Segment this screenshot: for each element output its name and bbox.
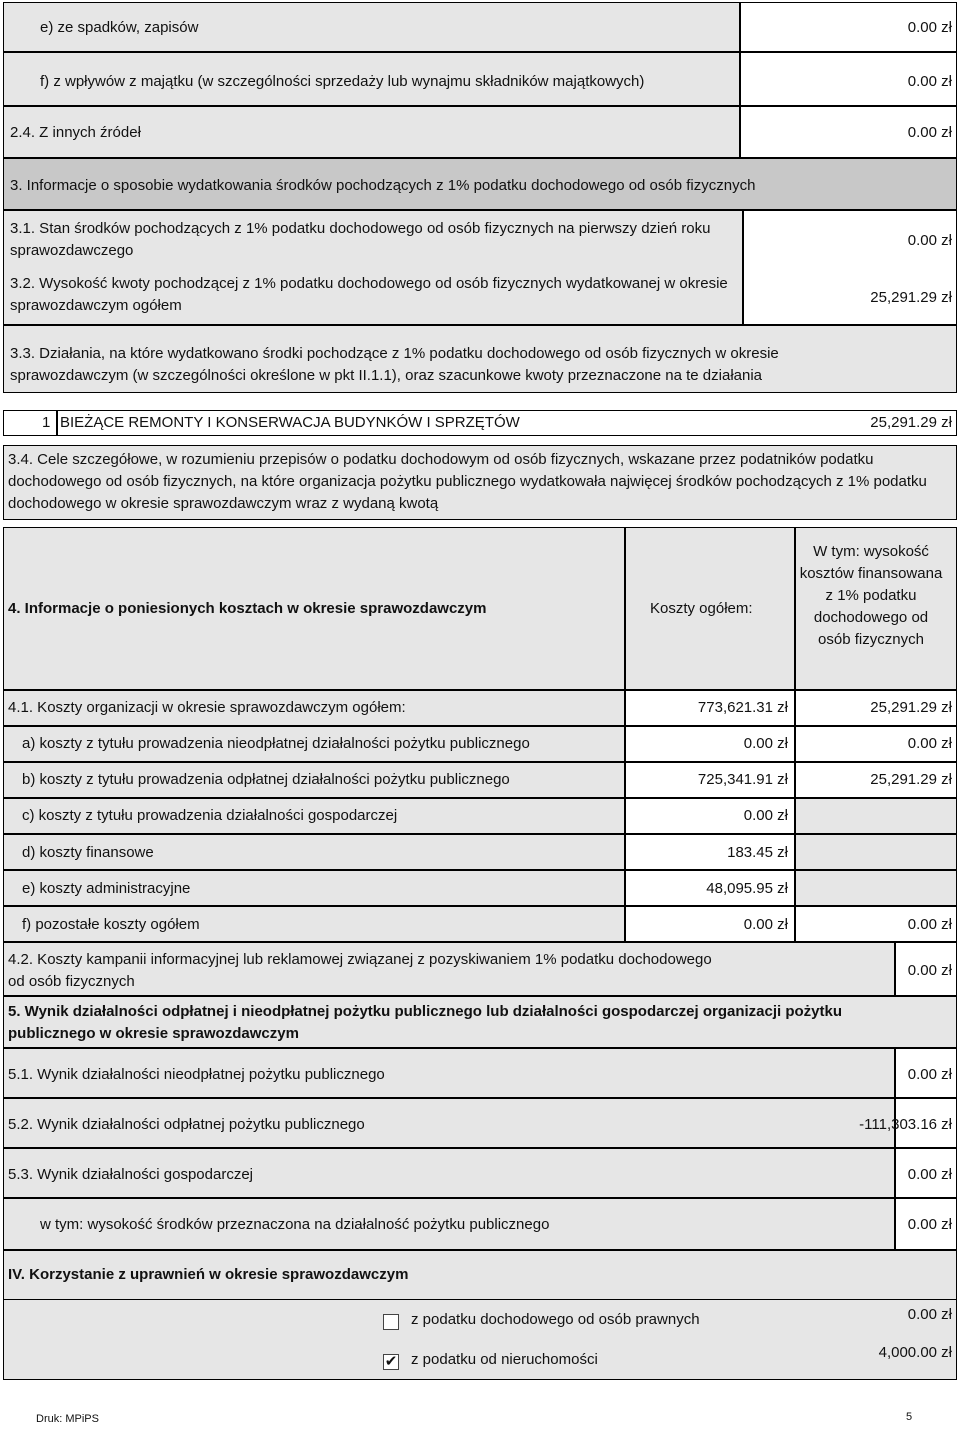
row-value: 0.00 zł xyxy=(907,19,952,36)
checkbox-property-tax[interactable] xyxy=(383,1354,399,1370)
privilege-value: 4,000.00 zł xyxy=(878,1344,952,1361)
activity-value: 25,291.29 zł xyxy=(870,414,952,431)
section-4-col-total: Koszty ogółem: xyxy=(650,600,753,617)
section-3-2-value: 25,291.29 zł xyxy=(870,289,952,306)
row-value: 0.00 zł xyxy=(907,73,952,90)
section-3-title: 3. Informacje o sposobie wydatkowania środków pochodzących z 1% podatku dochodowego od osób fizycznych xyxy=(10,177,756,194)
section-4-col-1pct: W tym: wysokość kosztów finansowana z 1% podatku dochodowego od osób fizycznych xyxy=(799,543,943,648)
section-iv-title: IV. Korzystanie z uprawnień w okresie sprawozdawczym xyxy=(8,1266,409,1283)
cost-item-label: d) koszty finansowe xyxy=(22,844,154,861)
cost-item-1pct: 25,291.29 zł xyxy=(870,771,952,788)
section-4-2-label: 4.2. Koszty kampanii informacyjnej lub reklamowej związanej z pozyskiwaniem 1% podatku dochodowego od osób fizycznych xyxy=(8,951,712,990)
cost-item-1pct: 0.00 zł xyxy=(907,916,952,933)
result-label: 5.2. Wynik działalności odpłatnej pożytku publicznego xyxy=(8,1116,365,1133)
cost-item-1pct-cell-disabled xyxy=(795,870,957,906)
result-value: -111,303.16 zł xyxy=(859,1116,952,1133)
footer-print-label: Druk: MPiPS xyxy=(36,1413,99,1425)
activity-number: 1 xyxy=(42,414,51,431)
result-label: w tym: wysokość środków przeznaczona na działalność pożytku publicznego xyxy=(40,1216,550,1233)
result-value: 0.00 zł xyxy=(907,1216,952,1233)
cost-item-total: 0.00 zł xyxy=(743,735,788,752)
result-label: 5.1. Wynik działalności nieodpłatnej pożytku publicznego xyxy=(8,1066,385,1083)
cost-item-total: 183.45 zł xyxy=(727,844,788,861)
cost-item-1pct-cell-disabled xyxy=(795,798,957,834)
result-value: 0.00 zł xyxy=(907,1166,952,1183)
activity-label: BIEŻĄCE REMONTY I KONSERWACJA BUDYNKÓW I SPRZĘTÓW xyxy=(60,414,520,431)
row-label: 2.4. Z innych źródeł xyxy=(10,124,141,141)
cost-item-label: e) koszty administracyjne xyxy=(22,880,191,897)
cost-item-label: b) koszty z tytułu prowadzenia odpłatnej działalności pożytku publicznego xyxy=(22,771,510,788)
cost-item-total: 725,341.91 zł xyxy=(697,771,788,788)
row-label: f) z wpływów z majątku (w szczególności sprzedaży lub wynajmu składników majątkowych) xyxy=(40,73,645,90)
privilege-label: z podatku dochodowego od osób prawnych xyxy=(411,1311,700,1328)
section-4-1-1pct: 25,291.29 zł xyxy=(870,699,952,716)
section-3-2-label: 3.2. Wysokość kwoty pochodzącej z 1% podatku dochodowego od osób fizycznych wydatkowanej w okresie sprawozdawczym ogółem xyxy=(10,275,728,314)
footer-page-number: 5 xyxy=(906,1411,913,1423)
checkmark-icon: ✔ xyxy=(384,1353,398,1370)
privilege-value: 0.00 zł xyxy=(907,1306,952,1323)
section-4-2-value: 0.00 zł xyxy=(907,962,952,979)
row-label: e) ze spadków, zapisów xyxy=(40,19,199,36)
section-5-title: 5. Wynik działalności odpłatnej i nieodpłatnej pożytku publicznego lub działalności gospodarczej organizacji pożytku publicznego w okresie sprawozdawczym xyxy=(8,1003,843,1042)
result-label: 5.3. Wynik działalności gospodarczej xyxy=(8,1166,253,1183)
row-value: 0.00 zł xyxy=(907,124,952,141)
section-4-title: 4. Informacje o poniesionych kosztach w okresie sprawozdawczym xyxy=(8,600,487,617)
cost-item-total: 0.00 zł xyxy=(743,807,788,824)
section-3-3-label: 3.3. Działania, na które wydatkowano środki pochodzące z 1% podatku dochodowego od osób fizycznych w okresie sprawozdawczym (w szczególności określone w pkt II.1.1), oraz szacunkowe kwoty przeznaczone na te działania xyxy=(10,345,779,384)
section-4-1-label: 4.1. Koszty organizacji w okresie sprawozdawczym ogółem: xyxy=(8,699,406,716)
cost-item-1pct-cell-disabled xyxy=(795,834,957,870)
section-3-1-label: 3.1. Stan środków pochodzących z 1% podatku dochodowego od osób fizycznych na pierwszy dzień roku sprawozdawczego xyxy=(10,220,711,259)
checkbox-income-tax[interactable] xyxy=(383,1314,399,1330)
cost-item-1pct: 0.00 zł xyxy=(907,735,952,752)
result-value: 0.00 zł xyxy=(907,1066,952,1083)
section-4-1-total: 773,621.31 zł xyxy=(697,699,788,716)
cost-item-label: c) koszty z tytułu prowadzenia działalności gospodarczej xyxy=(22,807,398,824)
privilege-label: z podatku od nieruchomości xyxy=(411,1351,598,1368)
cost-item-total: 48,095.95 zł xyxy=(706,880,788,897)
section-3-1-value: 0.00 zł xyxy=(907,232,952,249)
cost-item-label: a) koszty z tytułu prowadzenia nieodpłatnej działalności pożytku publicznego xyxy=(22,735,530,752)
section-3-4-label: 3.4. Cele szczegółowe, w rozumieniu przepisów o podatku dochodowym od osób fizycznych, wskazane przez podatników podatku dochodowego od osób fizycznych, na które organizacja pożytku publicznego wydatkowała najwięcej środków pochodzących z 1% podatku dochodowego w okresie sprawozdawczym wraz z wydaną kwotą xyxy=(8,451,927,512)
cost-item-total: 0.00 zł xyxy=(743,916,788,933)
cost-item-label: f) pozostałe koszty ogółem xyxy=(22,916,200,933)
